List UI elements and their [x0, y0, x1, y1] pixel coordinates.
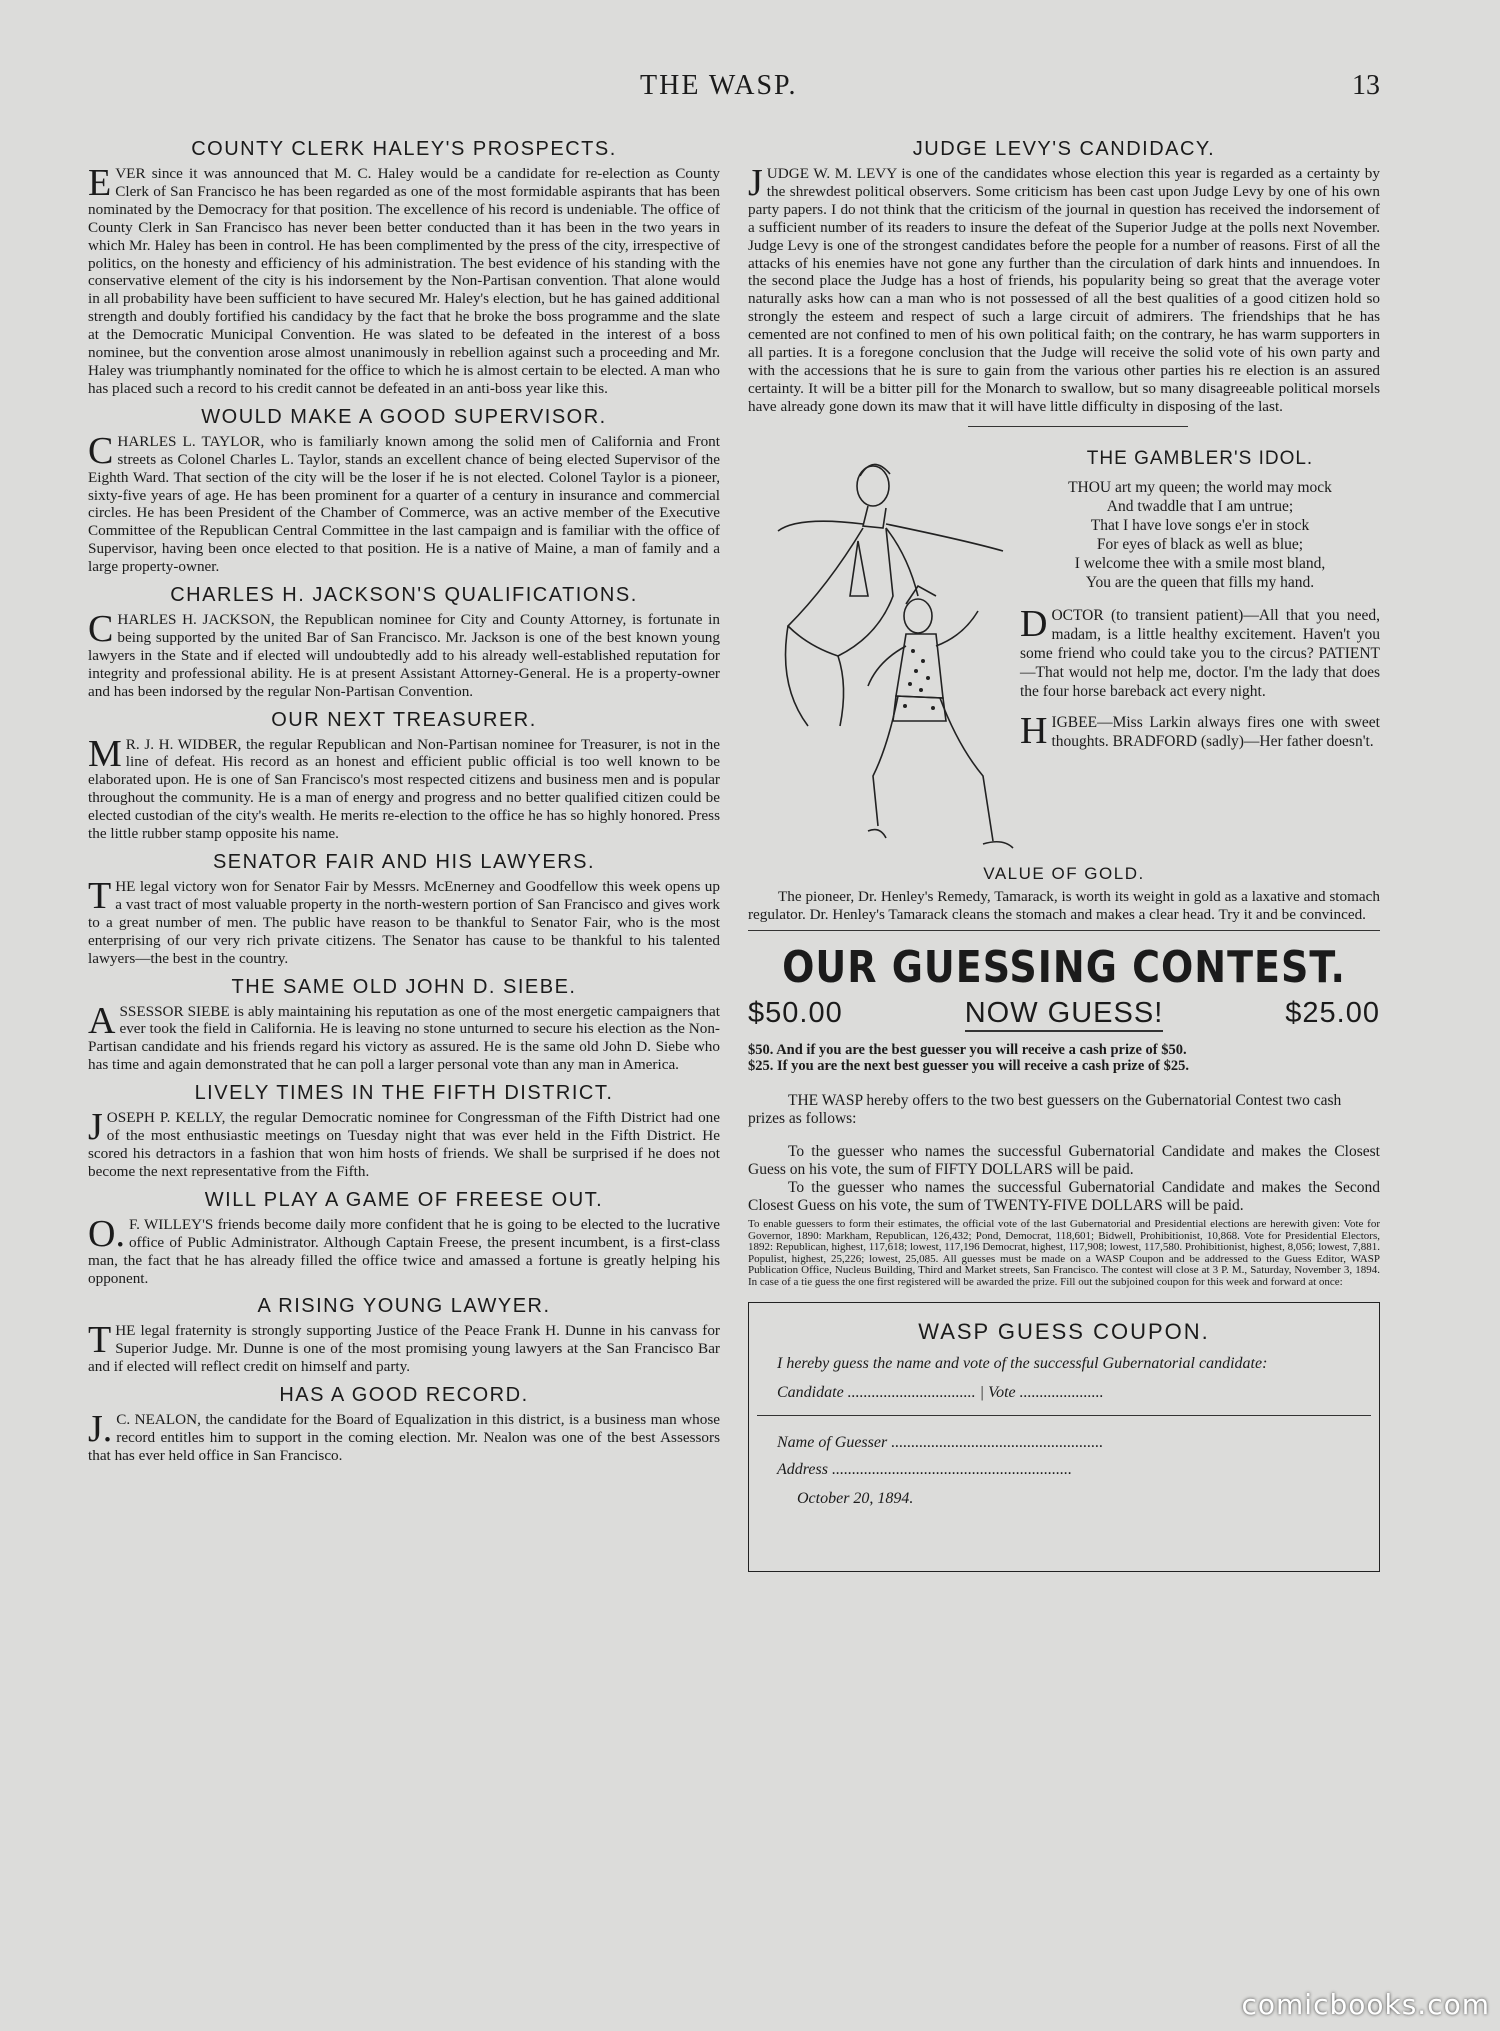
watermark: comicbooks.com — [1241, 1988, 1490, 2021]
article-body — [88, 732, 720, 843]
drop-cap: H — [1020, 709, 1048, 752]
running-header — [0, 70, 1500, 110]
article-body — [88, 1408, 720, 1465]
address-label[interactable]: Address — [777, 1461, 828, 1478]
guesser-name-field[interactable]: ..................................................... — [887, 1434, 1104, 1451]
poem-line: And twaddle that I am untrue; — [1106, 497, 1294, 515]
dancers-illustration — [768, 446, 1038, 856]
article — [88, 1295, 720, 1376]
poem-line: That I have love songs e'er in stock — [1090, 516, 1310, 534]
poem-line: You are the queen that fills my hand. — [1085, 573, 1315, 591]
article-heading: WOULD MAKE A GOOD SUPERVISOR. — [201, 405, 607, 428]
article-levy — [748, 138, 1380, 416]
page-number: 13 — [1352, 70, 1380, 101]
drop-cap: C — [88, 429, 114, 472]
drop-cap: T — [88, 875, 112, 917]
guessing-contest — [748, 941, 1380, 1573]
poem-line: THOU art my queen; the world may mock — [1068, 478, 1332, 496]
coupon-name-line — [749, 1432, 1379, 1453]
drop-cap: D — [1020, 602, 1048, 645]
coupon-title: WASP GUESS COUPON. — [918, 1319, 1210, 1344]
article — [88, 584, 720, 701]
coupon-address-line — [749, 1459, 1379, 1480]
drop-cap: J — [748, 162, 763, 204]
article-heading: HAS A GOOD RECORD. — [279, 1384, 529, 1407]
article-heading: CHARLES H. JACKSON'S QUALIFICATIONS. — [170, 584, 638, 607]
article-text: HE legal fraternity is strongly supporting Justice of the Peace Frank H. Dunne in his canvass for Superior Judge. Mr. Dunne is one of the most promising young lawyers at the San Francisco Bar and if elected will reflect credit on himself and party. — [88, 1322, 720, 1376]
gamblers-idol-section — [748, 426, 1380, 856]
joke — [1020, 709, 1380, 752]
drop-cap: E — [88, 162, 112, 204]
article-heading: OUR NEXT TREASURER. — [271, 708, 537, 731]
contest-title: OUR GUESSING CONTEST. — [782, 941, 1346, 992]
poem-title: THE GAMBLER'S IDOL. — [1086, 447, 1314, 469]
guesser-name-label[interactable]: Name of Guesser — [777, 1434, 888, 1451]
jokes — [1020, 602, 1380, 752]
section-divider — [968, 426, 1188, 427]
article-heading: WILL PLAY A GAME OF FREESE OUT. — [204, 1188, 604, 1211]
article-heading: A RISING YOUNG LAWYER. — [257, 1295, 551, 1318]
article-body — [88, 162, 720, 398]
right-column — [748, 130, 1380, 1572]
prize-line: $50. And if you are the best guesser you will receive a cash prize of $50. — [748, 1041, 1187, 1058]
article-body — [88, 999, 720, 1075]
drop-cap: T — [88, 1319, 112, 1362]
joke-text: OCTOR (to transient patient)—All that you need, madam, is a little healthy excitement. Haven't you some friend who could take you to the circus? PATIENT—That would not help me, doctor. I'm the lady that does the four horse bareback act every night. — [1020, 606, 1380, 700]
article-body — [88, 875, 720, 968]
prize-row — [748, 997, 1380, 1032]
article-text: HARLES H. JACKSON, the Republican nominee for City and County Attorney, is fortunate in being supported by the united Bar of San Francisco. Mr. Jackson is one of the best known young lawyers in the State and if elected will undoubtedly add to his already well-established reputation for integrity and professional ability. He is at present Assistant Attorney-General. He is a property-owner and has been indorsed by the regular Non-Partisan Convention. — [88, 611, 720, 700]
article-text: VER since it was announced that M. C. Haley would be a candidate for re-election as County Clerk of San Francisco he has been regarded as one of the most formidable aspirants that has been nominated by the Democracy for that position. The excellence of his record is undeniable. The office of County Clerk in San Francisco has never been better conducted than it has been in the two years in which Mr. Haley has been in control. He has been complimented by the press of the city, irrespective of politics, on the honesty and efficiency of his administration. The best evidence of his standing with the conservative element of the city is his indorsement by the Non-Partisan convention. That alone would in all probability have been sufficient to have secured Mr. Haley's election, but he has gained additional strength and doubly fortified his candidacy by the fact that he broke the boss programme and the slate at the Democratic Municipal Convention. He was slated to be defeated in the interest of a boss nominee, but the convention arose almost unanimously in rebellion against such a proceeding and Mr. Haley was triumphantly nominated for the office to which he is almost certain to be elected. A man who has placed such a record to his credit cannot be defeated in an anti-boss year like this. — [88, 165, 720, 397]
contest-intro-text: THE WASP hereby offers to the two best guessers on the Gubernatorial Contest two cash prizes as follows: — [748, 1091, 1342, 1127]
vote-label[interactable]: Vote — [988, 1384, 1016, 1401]
article-heading: LIVELY TIMES IN THE FIFTH DISTRICT. — [194, 1082, 614, 1105]
now-guess: NOW GUESS! — [965, 997, 1164, 1032]
drop-cap: M — [88, 732, 122, 775]
article-text: SSESSOR SIEBE is ably maintaining his reputation as one of the most energetic campaigners that ever took the field in California. He is leaving no stone unturned to secure his election as the Non-Partisan candidate and his friends regard his victory as assured. He is the same old John D. Siebe who has time and again demonstrated that he can poll a larger personal vote than any man in America. — [88, 1002, 720, 1074]
coupon-guess-text: I hereby guess the name and vote of the successful Gubernatorial candidate: — [777, 1355, 1268, 1372]
article-text: C. NEALON, the candidate for the Board of Equalization in this district, is a business man whose record entitles him to support in the coming election. Mr. Nealon was one of the best Assessors that has ever held office in San Francisco. — [88, 1411, 720, 1464]
article-heading: SENATOR FAIR AND HIS LAWYERS. — [212, 851, 596, 873]
article — [88, 976, 720, 1075]
left-column — [88, 130, 720, 1465]
article-text: F. WILLEY'S friends become daily more confident that he is going to be elected to the lucrative office of Public Administrator. Although Captain Freese, the present incumbent, is a first-class man, the fact that he has already filled the office twice and amassed a fortune is greatly helping his opponent. — [88, 1215, 720, 1287]
article — [88, 1189, 720, 1288]
joke-text: IGBEE—Miss Larkin always fires one with sweet thoughts. BRADFORD (sadly)—Her father doesn't. — [1051, 713, 1380, 750]
address-field[interactable]: ............................................................ — [827, 1461, 1072, 1478]
article-text: R. J. H. WIDBER, the regular Republican and Non-Partisan nominee for Treasurer, is not in the line of defeat. His record as an honest and efficient public official is too well known to be elaborated upon. He is one of San Francisco's most respected citizens and business men and is popular throughout the community. He is a man of energy and progress and no better qualified citizen could be elected custodian of the city's wealth. He merits re-election to the office he has so highly honored. Press the little rubber stamp opposite his name. — [88, 735, 720, 843]
candidate-label[interactable]: Candidate — [777, 1384, 844, 1401]
article-heading: JUDGE LEVY'S CANDIDACY. — [912, 138, 1216, 160]
prize-line: $25. If you are the next best guesser you will receive a cash prize of $25. — [748, 1057, 1189, 1074]
article — [88, 851, 720, 968]
guess-coupon — [748, 1302, 1380, 1572]
contest-intro — [748, 1092, 1380, 1128]
first-prize: $50.00 — [748, 996, 843, 1029]
page-title: THE WASP. — [640, 70, 798, 101]
article-body — [88, 608, 720, 701]
contest-rule: To the guesser who names the successful Gubernatorial Candidate and makes the Closest Guess on his vote, the sum of FIFTY DOLLARS will be paid. — [748, 1143, 1380, 1178]
ad-text: The pioneer, Dr. Henley's Remedy, Tamarack, is worth its weight in gold as a laxative and stomach regulator. Dr. Henley's Tamarack cleans the stomach and makes a clear head. Try it and be convinced. — [748, 887, 1380, 923]
second-prize: $25.00 — [1285, 996, 1380, 1029]
coupon-date: October 20, 1894. — [797, 1490, 914, 1507]
article-body — [88, 429, 720, 576]
poem — [1020, 448, 1380, 751]
vote-field[interactable]: ..................... — [1015, 1384, 1104, 1401]
article-text: HARLES L. TAYLOR, who is familiarly known among the solid men of California and Front streets as Colonel Charles L. Taylor, stands an excellent chance of being elected Supervisor of the Eighth Ward. That section of the city will be the loser if he is not elected. Colonel Taylor is a pioneer, sixty-five years of age. He has been prominent for a quarter of a century in insurance and commercial circles. He has been President of the Chamber of Commerce, was an active member of the Executive Committee of the Republican Central Committee in the last campaign and is familiar with the office of Supervisor, having been once elected to that position. He is a native of Maine, a man of family and a large property-owner. — [88, 432, 720, 576]
article — [88, 709, 720, 843]
article — [88, 406, 720, 576]
article-body — [88, 1319, 720, 1376]
ad-heading: VALUE OF GOLD. — [983, 863, 1145, 883]
article-text: UDGE W. M. LEVY is one of the candidates whose election this year is regarded as a certainty by the shrewdest political observers. Some criticism has been cast upon Judge Levy by one of his own party papers. I do not think that the criticism of the journal in question has received the indorsement of a sufficient number of its readers to insure the defeat of the Superior Judge at the polls next November. Judge Levy is one of the strongest candidates before the people for a number of reasons. First of all the attacks of his enemies have not gone any further than the circulation of dark hints and innuendoes. In the second place the Judge has a host of friends, his popularity being so great that the average voter naturally asks how can a man who is not possessed of all the best qualities of a good citizen hold so strongly the esteem and respect of such a large circuit of admirers. The friendships that he has cemented are not confined to men of his own political faith; on the contrary, he has warm supporters in all parties. It is a foregone conclusion that the Judge will receive the solid vote of his own party and with the accessions that he is sure to gain from the various other parties his re election is an assured certainty. It will be a bitter pill for the Monarch to swallow, but so many disagreeable political morsels have already gone down its maw that it will have little difficulty in disposing of the last. — [748, 165, 1380, 415]
section-rule — [748, 930, 1380, 931]
poem-line: I welcome thee with a smile most bland, — [1074, 554, 1326, 572]
article-text: OSEPH P. KELLY, the regular Democratic nominee for Congressman of the Fifth District had one of the most enthusiastic meetings on Tuesday night that was ever held in the Fifth District. He scored his detractors in a fashion that won him hosts of friends. We shall be surprised if he does not become the next representative from the Fifth. — [88, 1109, 720, 1180]
joke — [1020, 602, 1380, 701]
article — [88, 1082, 720, 1181]
article — [88, 1384, 720, 1465]
article-body — [88, 1212, 720, 1288]
coupon-rule — [757, 1415, 1371, 1416]
article-body — [748, 162, 1380, 416]
article-text: HE legal victory won for Senator Fair by Messrs. McEnerney and Goodfellow this week opens up a vast tract of most valuable property in the north-western portion of San Francisco and gives work to a great number of men. The public have reason to be thankful to Senator Fair, who is the most enterprising of our very rich private citizens. The Senator has cause to be thankful to his talented lawyers—the best in the country. — [88, 878, 720, 967]
contest-fine-print: To enable guessers to form their estimates, the official vote of the last Gubernatorial and Presidential elections are herewith given: Vote for Governor, 1890: Markham, Republican, 126,432; Pond, Democrat, 118,601; Bidwell, Prohibitionist, 10,868. Vote for Presidential Electors, 1892: Republican, highest, 117,618; lowest, 117,196 Democrat, highest, 117,908; lowest, 117,580. Prohibitionist, highest, 8,056; lowest, 7,881. Populist, highest, 25,226; lowest, 25,085. All guesses must be made on a WASP Coupon and be addressed to the Guess Editor, WASP Publication Office, Nucleus Building, Third and Market streets, San Francisco. The contest will close at 3 P. M., Saturday, November 3, 1894. In case of a tie guess the one first registered will be awarded the prize. Fill out the subjoined coupon for this week and forward at once: — [748, 1218, 1380, 1288]
value-of-gold-ad — [748, 864, 1380, 924]
coupon-candidate-line: Candidate ................................ | Vote ..................... — [777, 1384, 1104, 1401]
article-heading: COUNTY CLERK HALEY'S PROSPECTS. — [191, 138, 617, 160]
drop-cap: J — [88, 1106, 103, 1149]
contest-rule: To the guesser who names the successful Gubernatorial Candidate and makes the Second Closest Guess on his vote, the sum of TWENTY-FIVE DOLLARS will be paid. — [748, 1179, 1380, 1214]
drop-cap: J. — [88, 1408, 113, 1451]
article — [88, 138, 720, 398]
article-body — [88, 1106, 720, 1181]
poem-line: For eyes of black as well as blue; — [1096, 535, 1304, 553]
drop-cap: O. — [88, 1212, 125, 1255]
article-heading: THE SAME OLD JOHN D. SIEBE. — [231, 975, 577, 998]
drop-cap: C — [88, 608, 114, 651]
candidate-field[interactable]: ................................ — [843, 1384, 980, 1401]
drop-cap: A — [88, 999, 116, 1042]
